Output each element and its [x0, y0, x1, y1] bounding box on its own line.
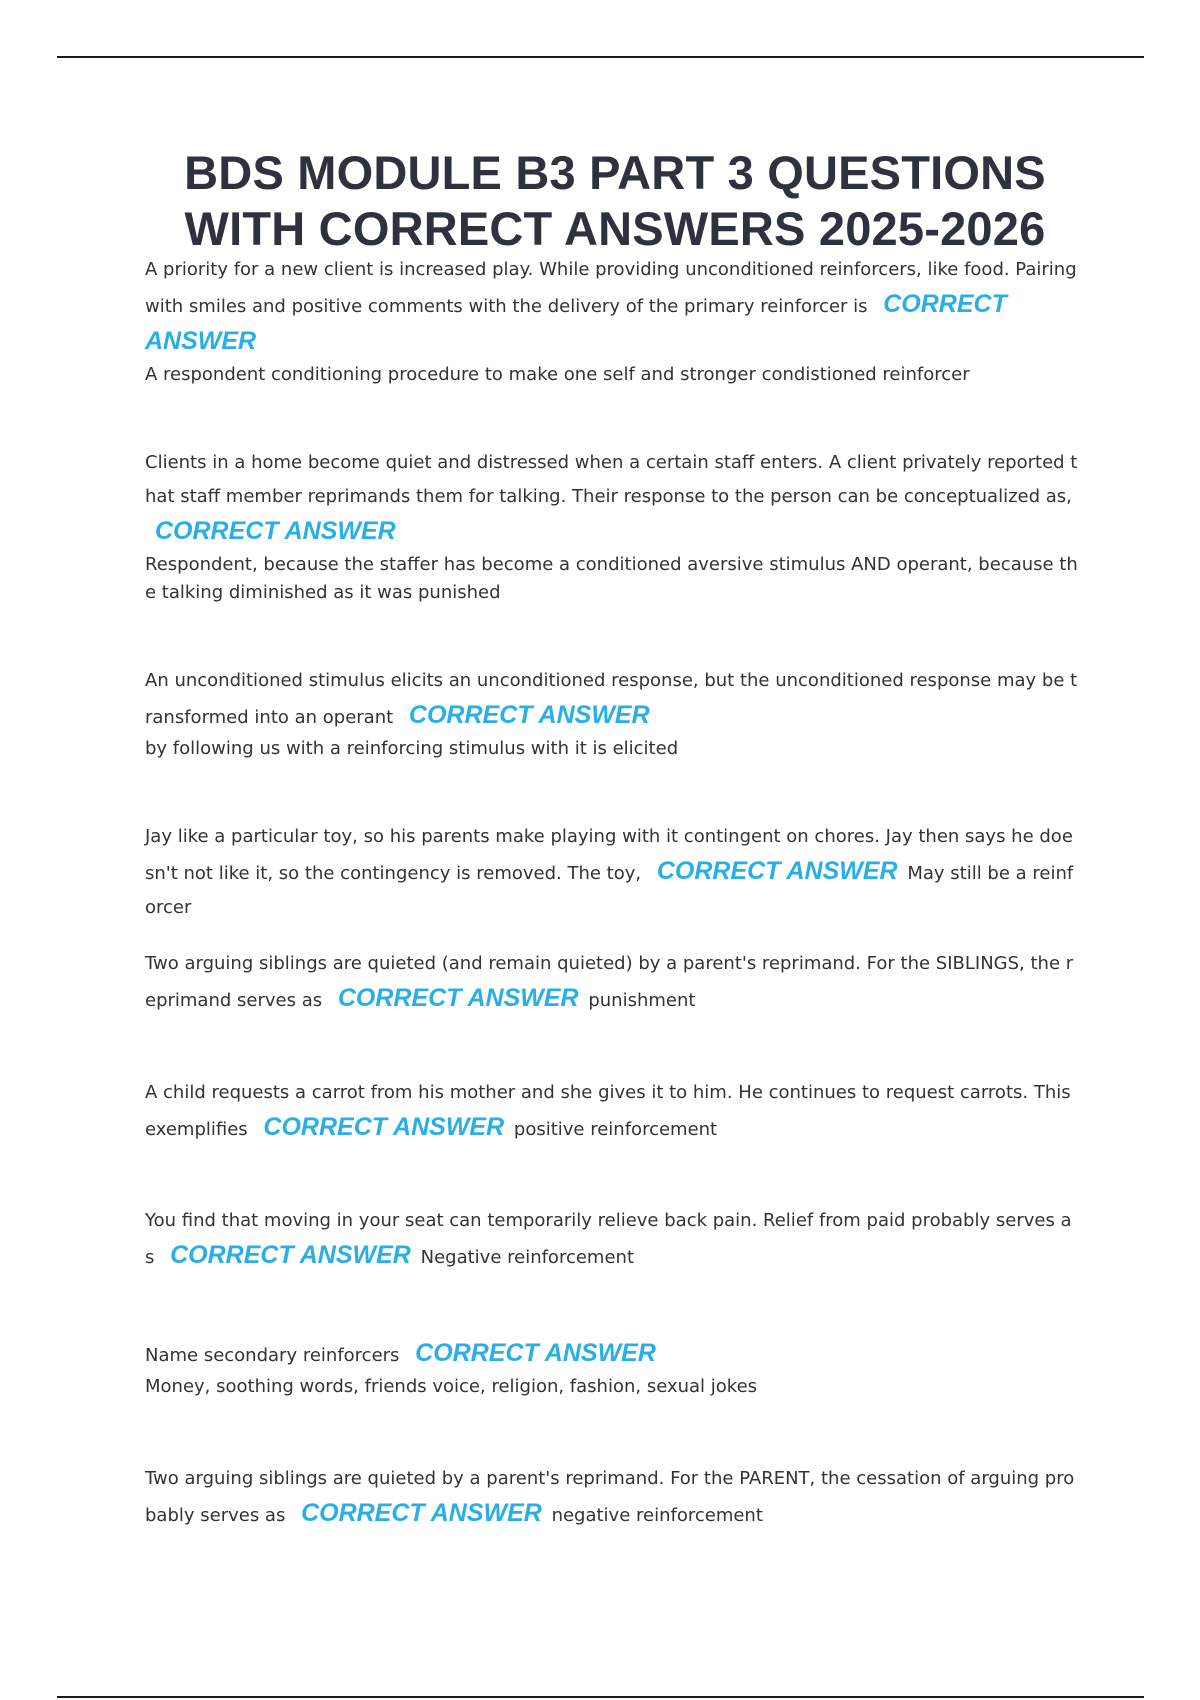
qa-item-3: [145, 664, 1080, 763]
answer-text: Respondent, because the staffer has become a conditioned aversive stimulus AND operant, because the talking diminished as it was punished: [145, 554, 1078, 603]
answer-text: negative reinforcement: [551, 1505, 763, 1526]
correct-answer-marker: CORRECT ANSWER: [415, 1339, 656, 1367]
qa-item-2: [145, 446, 1080, 607]
qa-item-7: [145, 1204, 1080, 1275]
answer-text: Money, soothing words, friends voice, religion, fashion, sexual jokes: [145, 1376, 758, 1397]
question-text: A priority for a new client is increased play. While providing unconditioned reinforcers, like food. Pairing with smiles and positive comments with the delivery of the primary reinforcer is: [145, 259, 1077, 317]
top-rule: [57, 56, 1144, 58]
answer-text: by following us with a reinforcing stimulus with it is elicited: [145, 738, 679, 759]
correct-answer-marker: CORRECT ANSWER: [263, 1113, 505, 1141]
answer-text: May still be a reinforcer: [145, 863, 1074, 918]
question-text: A child requests a carrot from his mother and she gives it to him. He continues to request carrots. This exemplifies: [145, 1082, 1071, 1140]
question-text: An unconditioned stimulus elicits an unconditioned response, but the unconditioned response may be transformed into an operant: [145, 670, 1078, 728]
question-text: Jay like a particular toy, so his parents make playing with it contingent on chores. Jay then says he doesn't not like it, so the contingency is removed. The toy,: [145, 826, 1073, 884]
correct-answer-marker: CORRECT ANSWER: [145, 290, 1007, 355]
correct-answer-marker: CORRECT ANSWER: [170, 1241, 411, 1269]
question-text: Name secondary reinforcers: [145, 1345, 400, 1366]
answer-text: Negative reinforcement: [420, 1247, 634, 1268]
title-line-2: WITH CORRECT ANSWERS 2025-2026: [184, 202, 1046, 255]
question-text: Two arguing siblings are quieted (and remain quieted) by a parent's reprimand. For the SIBLINGS, the reprimand serves as: [145, 953, 1074, 1011]
bottom-rule: [57, 1696, 1144, 1698]
title-line-1: BDS MODULE B3 PART 3 QUESTIONS: [184, 146, 1046, 199]
question-text: You find that moving in your seat can temporarily relieve back pain. Relief from paid probably serves as: [145, 1210, 1072, 1268]
document-title: [60, 145, 1170, 257]
qa-item-4: [145, 820, 1080, 925]
answer-text: punishment: [588, 990, 696, 1011]
correct-answer-marker: CORRECT ANSWER: [408, 701, 650, 729]
qa-item-6: [145, 1076, 1080, 1147]
answer-text: A respondent conditioning procedure to make one self and stronger condistioned reinforcer: [145, 364, 970, 385]
correct-answer-marker: CORRECT ANSWER: [301, 1499, 542, 1527]
question-text: Clients in a home become quiet and distressed when a certain staff enters. A client privately reported that staff member reprimands them for talking. Their response to the person can be conceptualized as,: [145, 452, 1078, 507]
qa-item-1: [145, 253, 1080, 389]
correct-answer-marker: CORRECT ANSWER: [656, 857, 898, 885]
correct-answer-marker: CORRECT ANSWER: [337, 984, 579, 1012]
correct-answer-marker: CORRECT ANSWER: [155, 517, 396, 545]
qa-item-8: [145, 1336, 1080, 1401]
answer-text: positive reinforcement: [513, 1119, 718, 1140]
qa-item-9: [145, 1462, 1080, 1533]
qa-item-5: [145, 947, 1080, 1018]
question-text: Two arguing siblings are quieted by a parent's reprimand. For the PARENT, the cessation of arguing probably serves as: [145, 1468, 1075, 1526]
